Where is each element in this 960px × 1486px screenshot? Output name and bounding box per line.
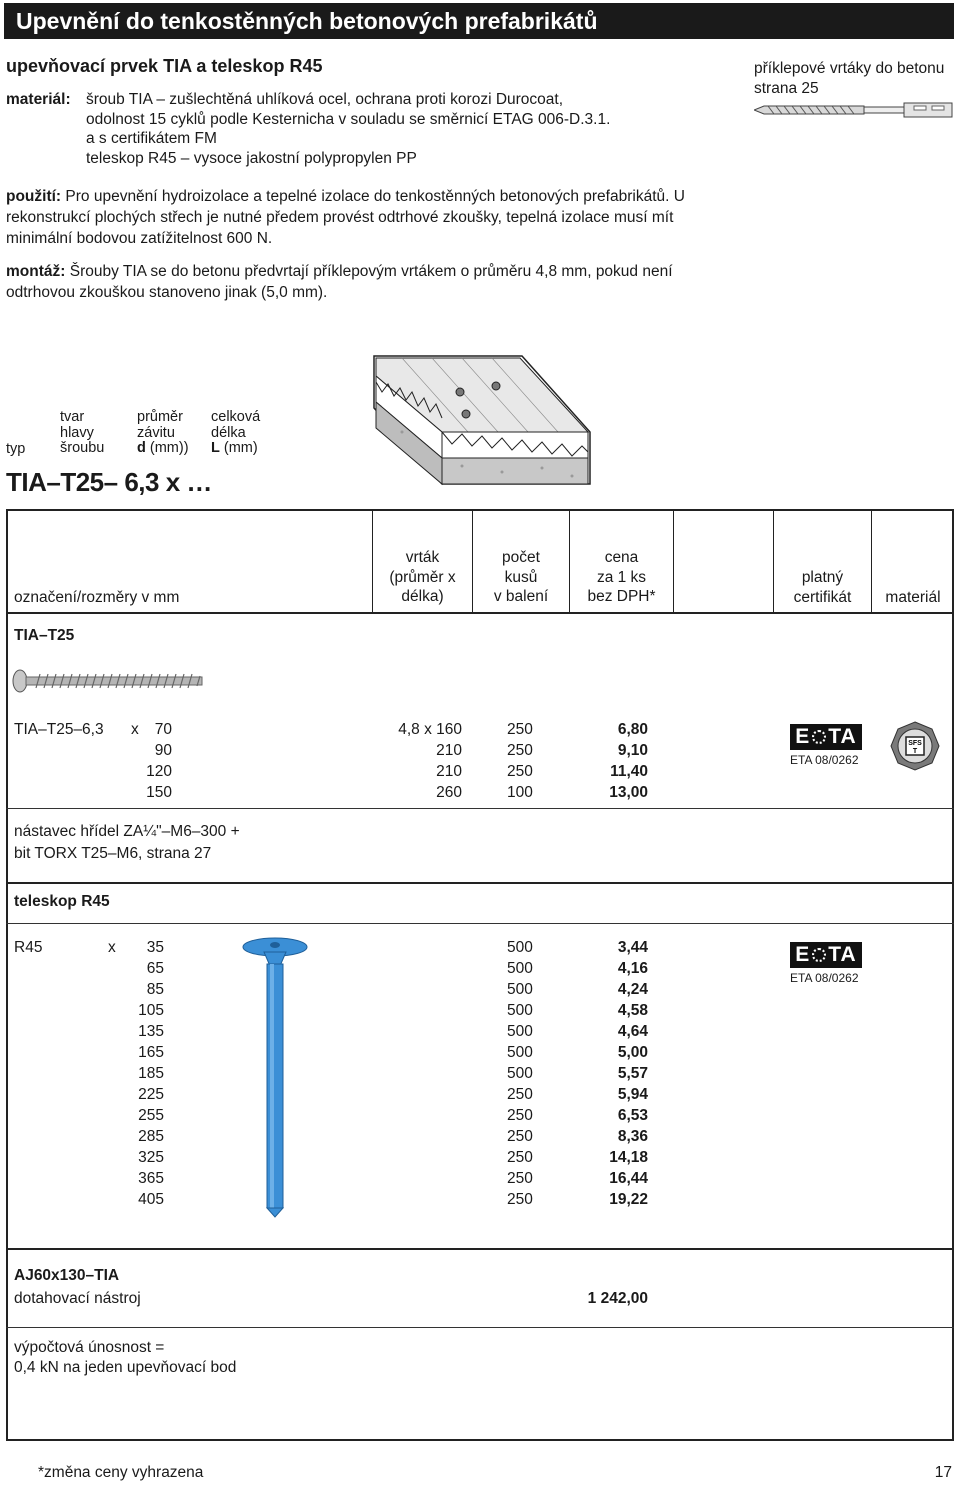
legend-type: typ [6, 441, 26, 457]
accessory-note [14, 821, 240, 865]
r45-prices [580, 937, 648, 1210]
qty-cell: 500 [507, 1002, 533, 1019]
accessory-line: nástavec hřídel ZA¼"–M6–300 + [14, 823, 240, 840]
drill-note-line2: strana 25 [754, 79, 819, 97]
tia-lengths [120, 719, 172, 803]
length-cell: 70 [154, 721, 172, 738]
assembly-label: montáž: [6, 263, 66, 280]
qty-cell: 500 [507, 939, 533, 956]
tia-prices [580, 719, 648, 803]
price-cell: 4,16 [617, 960, 648, 977]
material-block [6, 90, 646, 168]
r45-eta-number: ETA 08/0262 [790, 971, 859, 985]
eta-logo: E TA [790, 724, 862, 750]
legend-text: L [211, 440, 220, 456]
usage-text: Pro upevnění hydroizolace a tepelné izolace do tenkostěnných betonových prefabrikátů. U rekonstrukcí plochých střech je nutné předem provést odtrhové zkoušky, tepelná izolace musí mít minimální bodovou zatížitelnost 600 N. [6, 188, 685, 247]
length-cell: 325 [138, 1149, 164, 1166]
product-code: TIA–T25– 6,3 x … [6, 467, 212, 497]
length-cell: 185 [138, 1065, 164, 1082]
qty-cell: 500 [507, 981, 533, 998]
tia-screw-image [12, 668, 207, 694]
material-line: odolnost 15 cyklů podle Kesternicha v souladu se směrnicí ETAG 006-D.3.1. [86, 110, 611, 128]
qty-cell: 250 [507, 1128, 533, 1145]
price-cell: 16,44 [609, 1170, 648, 1187]
header-text: vrták [405, 549, 440, 566]
header-text: (průměr x [389, 568, 456, 586]
length-cell: 35 [146, 939, 164, 956]
svg-text:T: T [912, 748, 918, 755]
qty-cell: 100 [507, 784, 533, 801]
drill-bit-image [754, 100, 954, 120]
header-text: v balení [493, 588, 549, 605]
legend-text: celková [211, 409, 261, 425]
drill-note[interactable] [754, 59, 944, 98]
length-cell: 85 [146, 981, 164, 998]
column-divider [673, 509, 674, 612]
tool-code: AJ60x130–TIA [14, 1267, 120, 1284]
load-note [14, 1338, 236, 1378]
header-text: bez DPH* [587, 588, 656, 605]
length-cell: 135 [138, 1023, 164, 1040]
tia-eta-number: ETA 08/0262 [790, 753, 859, 767]
legend-text: šroubu [60, 440, 105, 456]
qty-cell: 500 [507, 1065, 533, 1082]
price-cell: 4,24 [617, 981, 648, 998]
legend-head-shape [60, 410, 104, 457]
legend-thread-diameter [137, 410, 189, 457]
page-number: 17 [934, 1464, 952, 1481]
price-cell: 13,00 [609, 784, 648, 801]
legend-text: (mm) [219, 440, 258, 456]
usage-label: použití: [6, 188, 62, 205]
tool-name: dotahovací nástroj [14, 1290, 141, 1307]
row-rule [6, 1327, 954, 1328]
legend-total-length [211, 410, 260, 457]
header-quantity [473, 548, 569, 607]
header-text: cena [604, 549, 639, 566]
footer-note: *změna ceny vyhrazena [38, 1464, 204, 1481]
product-subtitle: upevňovací prvek TIA a teleskop R45 [6, 56, 323, 76]
load-note-line: výpočtová únosnost = [14, 1339, 165, 1356]
header-text: kusů [504, 568, 538, 586]
row-rule [6, 923, 954, 924]
svg-text:SFS: SFS [908, 740, 922, 747]
accessory-line: bit TORX T25–M6, strana 27 [14, 845, 212, 862]
price-cell: 6,53 [617, 1107, 648, 1124]
price-cell: 6,80 [617, 721, 648, 738]
roof-section-illustration [372, 352, 592, 492]
price-cell: 4,64 [617, 1023, 648, 1040]
header-material: materiál [885, 589, 941, 606]
sfs-logo-icon [889, 720, 941, 772]
header-text: certifikát [793, 588, 852, 606]
r45-lengths [110, 937, 164, 1210]
qty-cell: 250 [507, 721, 533, 738]
r45-quantities [507, 937, 533, 1210]
qty-cell: 250 [507, 1149, 533, 1166]
tia-prefix: TIA–T25–6,3 [14, 721, 104, 738]
drill-cell: 260 [436, 784, 462, 801]
price-cell: 8,36 [617, 1128, 648, 1145]
qty-cell: 250 [507, 763, 533, 780]
price-cell: 3,44 [617, 939, 648, 956]
qty-cell: 250 [507, 742, 533, 759]
qty-cell: 250 [507, 1191, 533, 1208]
header-drill [373, 548, 472, 607]
assembly-paragraph [6, 261, 726, 303]
material-line: šroub TIA – zušlechtěná uhlíková ocel, ochrana proti korozi Durocoat, [86, 91, 564, 108]
drill-cell: 210 [436, 742, 462, 759]
legend-text: hlavy [60, 424, 94, 441]
legend-text: délka [211, 424, 246, 441]
legend-text: d [137, 440, 146, 456]
header-text: délka) [401, 588, 444, 605]
telescope-r45-image [240, 936, 310, 1218]
r45-x: x [108, 939, 116, 956]
price-cell: 5,00 [617, 1044, 648, 1061]
legend-text: závitu [137, 424, 175, 441]
length-cell: 165 [138, 1044, 164, 1061]
price-cell: 11,40 [610, 763, 648, 780]
header-text: platný [801, 569, 844, 586]
section-rule [6, 882, 954, 884]
section-title-r45: teleskop R45 [14, 893, 110, 910]
price-cell: 4,58 [617, 1002, 648, 1019]
header-text: za 1 ks [596, 568, 647, 586]
header-certificate [774, 568, 871, 607]
row-rule [6, 808, 954, 809]
length-cell: 120 [146, 763, 172, 780]
price-cell: 19,22 [609, 1191, 648, 1208]
material-line: teleskop R45 – vysoce jakostní polypropylen PP [86, 149, 417, 167]
drill-cell: 210 [436, 763, 462, 780]
usage-paragraph [6, 186, 726, 249]
length-cell: 90 [154, 742, 172, 759]
length-cell: 225 [138, 1086, 164, 1103]
length-cell: 65 [146, 960, 164, 977]
length-cell: 405 [138, 1191, 164, 1208]
tool-price: 1 242,00 [587, 1290, 648, 1307]
header-designation: označení/rozměry v mm [14, 589, 180, 606]
page-title: Upevnění do tenkostěnných betonových prefabrikátů [4, 3, 954, 39]
material-text [86, 90, 646, 168]
legend-text: (mm)) [145, 440, 189, 456]
price-cell: 5,57 [617, 1065, 648, 1082]
section-rule [6, 1248, 954, 1250]
length-cell: 105 [138, 1002, 164, 1019]
length-cell: 150 [146, 784, 172, 801]
assembly-text: Šrouby TIA se do betonu předvrtají příklepovým vrtákem o průměru 4,8 mm, pokud není odtrhovou zkouškou stanoveno jinak (5,0 mm). [6, 263, 673, 301]
length-cell: 285 [138, 1128, 164, 1145]
material-label: materiál: [6, 91, 71, 108]
qty-cell: 250 [507, 1170, 533, 1187]
qty-cell: 250 [507, 1086, 533, 1103]
legend-text: průměr [137, 409, 183, 425]
legend-text: tvar [60, 409, 85, 425]
drill-cell: 4,8 x 160 [398, 721, 462, 738]
drill-note-line1: příklepové vrtáky do betonu [754, 60, 945, 77]
tia-quantities [507, 719, 533, 803]
r45-prefix: R45 [14, 939, 43, 956]
qty-cell: 500 [507, 1044, 533, 1061]
material-line: a s certifikátem FM [86, 130, 217, 147]
eta-logo: E TA [790, 942, 862, 968]
qty-cell: 250 [507, 1107, 533, 1124]
qty-cell: 500 [507, 960, 533, 977]
length-cell: 255 [138, 1107, 164, 1124]
tia-x: x [131, 721, 139, 738]
price-cell: 5,94 [617, 1086, 648, 1103]
header-text: počet [502, 549, 540, 566]
section-title-tia: TIA–T25 [14, 627, 75, 644]
price-cell: 9,10 [617, 742, 648, 759]
length-cell: 365 [138, 1170, 164, 1187]
qty-cell: 500 [507, 1023, 533, 1040]
price-cell: 14,18 [609, 1149, 648, 1166]
tia-drills [380, 719, 462, 803]
load-note-line: 0,4 kN na jeden upevňovací bod [14, 1359, 237, 1376]
header-rule [6, 612, 954, 614]
header-price [570, 548, 673, 607]
